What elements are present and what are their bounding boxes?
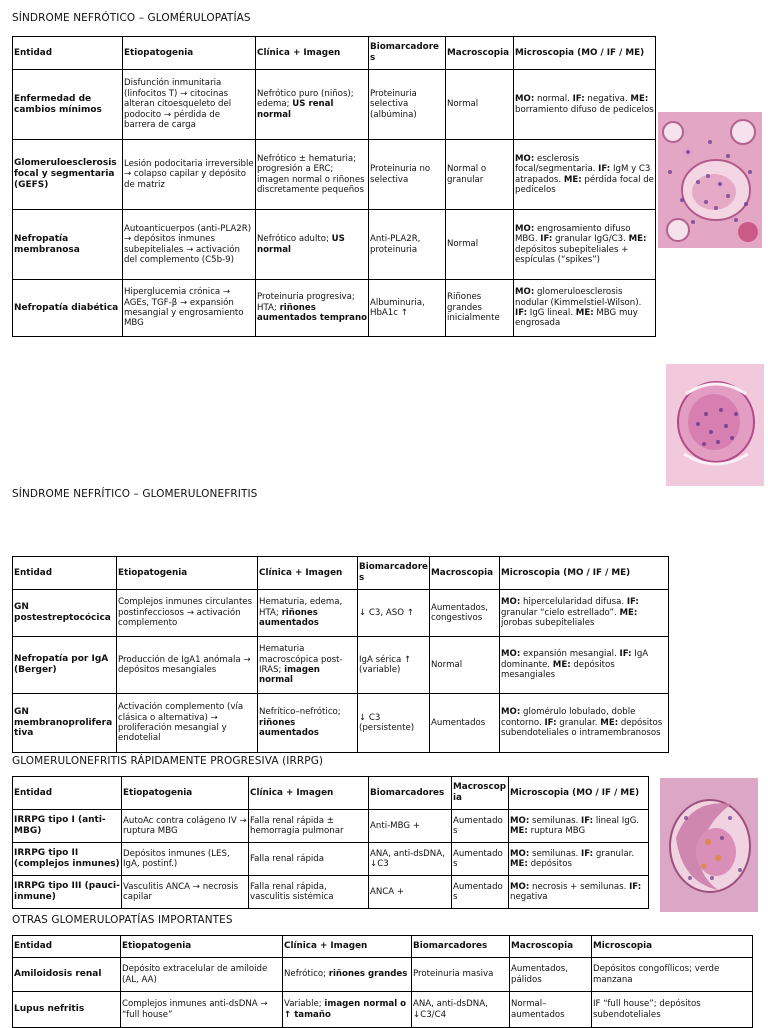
table-cell — [283, 958, 412, 992]
section-title-nefritico: SÍNDROME NEFRÍTICO – GLOMERULONEFRITIS — [12, 488, 258, 500]
table-cell — [123, 280, 256, 337]
column-header: Entidad — [13, 557, 117, 590]
bold-text: riñones aumentados — [259, 717, 319, 739]
bold-text: imagen normal — [259, 665, 320, 686]
bold-text: IF: — [544, 717, 557, 728]
cell-text: IRRPG tipo III (pauci-inmune) — [14, 881, 120, 902]
table-cell — [256, 140, 369, 210]
bold-text: US normal — [257, 234, 345, 255]
table-cell — [369, 876, 452, 909]
table-cell — [117, 694, 258, 753]
bold-text: MO: — [501, 649, 521, 660]
table-header-row — [13, 37, 656, 70]
table-cell — [446, 70, 514, 140]
column-header: Entidad — [13, 777, 122, 810]
bold-text: IF: — [629, 881, 642, 892]
cell-text: ruptura MBG — [527, 826, 586, 836]
bold-text: IF: — [619, 649, 632, 660]
table-nefritico — [12, 556, 669, 753]
cell-text: AutoAc contra colágeno IV → ruptura MBG — [123, 815, 247, 836]
cell-text: Nefrítico–nefrótico; — [259, 707, 341, 718]
micrograph-pink-tissue — [658, 112, 762, 248]
cell-text: necrosis + semilunas. — [529, 881, 630, 892]
micrograph-pink-tissue — [660, 778, 758, 912]
table-cell — [249, 810, 369, 843]
table-cell — [358, 590, 430, 637]
cell-text: semilunas. — [529, 848, 582, 859]
table-row — [13, 958, 753, 992]
table-cell — [258, 590, 358, 637]
cell-text: Lesión podocitaria irreversible → colapso capilar y depósito de matriz — [124, 158, 254, 190]
cell-text: Activación complemento (vía clásica o alternativa) → proliferación mesangial y endotelial — [118, 702, 244, 744]
cell-text: granular IgG/C3. — [552, 234, 629, 245]
column-header: Entidad — [13, 936, 121, 958]
cell-text: expansión mesangial. — [520, 649, 620, 660]
bold-text: MO: — [501, 597, 521, 608]
table-cell — [369, 70, 446, 140]
entity-cell — [13, 280, 123, 337]
entity-cell — [13, 810, 122, 843]
table-cell — [500, 590, 669, 637]
cell-text: Amiloidosis renal — [14, 969, 102, 980]
cell-text: Nefrótico ± hematuria; progresión a ERC; imagen normal o riñones discretamente pequeños — [257, 153, 365, 195]
cell-text: depósitos mesangiales — [501, 659, 615, 681]
cell-text: Enfermedad de cambios mínimos — [14, 93, 102, 115]
cell-text: Anti-PLA2R, proteinuria — [370, 234, 421, 255]
column-header: Biomarcadores — [369, 37, 446, 70]
table-cell — [592, 958, 753, 992]
cell-text: Glomeruloesclerosis focal y segmentaria (GEFS) — [14, 158, 117, 190]
table-cell — [452, 810, 509, 843]
cell-text: negativa. — [584, 94, 631, 105]
cell-text: Proteinuria progresiva; HTA; — [257, 292, 355, 313]
cell-text: depósitos subendoteliales o intramembranosos — [501, 717, 663, 739]
table-cell — [258, 637, 358, 694]
table-cell — [283, 992, 412, 1028]
table-row — [13, 992, 753, 1028]
column-header: Microscopia (MO / IF / ME) — [514, 37, 656, 70]
cell-text: hipercelularidad difusa. — [520, 597, 627, 608]
column-header: Macroscopia — [446, 37, 514, 70]
column-header: Biomarcadores — [412, 936, 510, 958]
bold-text: riñones aumentados — [259, 607, 319, 629]
table-cell — [500, 694, 669, 753]
entity-cell — [13, 992, 121, 1028]
table-header-row — [13, 777, 649, 810]
cell-text: IF “full house”; depósitos subendoteliales — [593, 999, 701, 1020]
cell-text: Nefrótico adulto; — [257, 234, 332, 245]
cell-text: Falla renal rápida, vasculitis sistémica — [250, 881, 334, 902]
bold-text: IF: — [581, 848, 594, 859]
column-header: Etiopatogenia — [121, 936, 283, 958]
bold-text: MO: — [515, 287, 535, 298]
cell-text: Anti-MBG + — [370, 820, 420, 831]
table-cell — [510, 958, 592, 992]
cell-text: Disfunción inmunitaria (linfocitos T) → citocinas alteran citoesqueleto del podocito → pérdida de barrera de carga — [124, 78, 232, 131]
cell-text: IRRPG tipo I (anti-MBG) — [14, 815, 106, 836]
bold-text: MO: — [515, 153, 535, 164]
cell-text: IgA dominante. — [501, 649, 649, 670]
cell-text: engrosamiento difuso MBG. — [515, 223, 631, 245]
cell-text: ANA, anti-dsDNA, ↓C3 — [370, 848, 445, 869]
cell-text: Falla renal rápida ± hemorragia pulmonar — [250, 815, 344, 836]
table-cell — [500, 637, 669, 694]
cell-text: ↓ C3, ASO ↑ — [359, 607, 414, 618]
cell-text: IRRPG tipo II (complejos inmunes) — [14, 848, 120, 869]
cell-text: glomérulo lobulado, doble contorno. — [501, 707, 636, 728]
column-header: Etiopatogenia — [117, 557, 258, 590]
bold-text: ME: — [628, 234, 647, 245]
cell-text: Aumentados, pálidos — [511, 964, 568, 985]
table-cell — [117, 637, 258, 694]
section-title-irrpg: GLOMERULONEFRITIS RÁPIDAMENTE PROGRESIVA (IRRPG) — [12, 755, 324, 767]
column-header: Etiopatogenia — [122, 777, 249, 810]
cell-text: depósitos — [527, 859, 573, 869]
column-header: Macroscopia — [510, 936, 592, 958]
bold-text: IF: — [626, 597, 639, 608]
table-row — [13, 140, 656, 210]
cell-text: Complejos inmunes circulantes postinfecciosos → activación complemento — [118, 597, 253, 629]
column-header: Etiopatogenia — [123, 37, 256, 70]
cell-text: borramiento difuso de pedicelos — [515, 104, 654, 115]
histology-micrograph-glomerulus — [666, 364, 764, 486]
column-header: Biomarcadores — [369, 777, 452, 810]
cell-text: ANCA + — [370, 886, 405, 897]
cell-text: GN membranoproliferativa — [14, 706, 113, 739]
bold-text: ME: — [510, 859, 528, 869]
cell-text: IgM y C3 atrapados. — [515, 164, 651, 185]
entity-cell — [13, 637, 117, 694]
cell-text: Falla renal rápida — [250, 853, 325, 864]
cell-text: Autoanticuerpos (anti-PLA2R) → depósitos inmunes subepiteliales → activación del complemento (C5b-9) — [124, 223, 252, 265]
bold-text: ME: — [563, 174, 582, 185]
table-row — [13, 280, 656, 337]
table-row — [13, 590, 669, 637]
cell-text: Normal–aumentados — [511, 999, 565, 1020]
cell-text: Vasculitis ANCA → necrosis capilar — [123, 881, 239, 902]
cell-text: granular. — [556, 717, 601, 728]
table-cell — [123, 210, 256, 280]
table-cell — [121, 958, 283, 992]
bold-text: imagen normal o ↑ tamaño — [284, 999, 407, 1020]
table-cell — [412, 958, 510, 992]
table-cell — [249, 876, 369, 909]
table-cell — [509, 810, 649, 843]
cell-text: Variable; — [284, 999, 325, 1010]
table-cell — [446, 280, 514, 337]
table-row — [13, 70, 656, 140]
bold-text: US renal normal — [257, 99, 334, 120]
histology-micrograph-crescent — [660, 778, 758, 912]
table-cell — [369, 210, 446, 280]
table-cell — [514, 280, 656, 337]
cell-text: Nefrótico puro (niños); edema; — [257, 88, 354, 110]
cell-text: jorobas subepiteliales — [501, 618, 595, 629]
column-header: Microscopia (MO / IF / ME) — [500, 557, 669, 590]
table-cell — [123, 70, 256, 140]
cell-text: lineal IgG. — [593, 815, 640, 826]
table-cell — [256, 280, 369, 337]
entity-cell — [13, 140, 123, 210]
cell-text: Aumentados, congestivos — [431, 602, 488, 623]
cell-text: Normal — [447, 99, 479, 110]
bold-text: IF: — [540, 234, 553, 245]
table-cell — [122, 843, 249, 876]
table-cell — [514, 140, 656, 210]
bold-text: MO: — [510, 848, 530, 859]
cell-text: IgA sérica ↑ (variable) — [359, 654, 412, 675]
bold-text: MO: — [515, 223, 535, 234]
table-cell — [123, 140, 256, 210]
table-cell — [514, 210, 656, 280]
table-cell — [121, 992, 283, 1028]
section-title-nefrotico: SÍNDROME NEFRÓTICO – GLOMÉRULOPATÍAS — [12, 12, 251, 24]
entity-cell — [13, 876, 122, 909]
table-cell — [117, 590, 258, 637]
cell-text: Complejos inmunes anti-dsDNA → “full house” — [122, 999, 268, 1020]
table-cell — [509, 876, 649, 909]
table-cell — [369, 280, 446, 337]
table-row — [13, 694, 669, 753]
bold-text: MO: — [515, 94, 535, 105]
bold-text: ME: — [552, 659, 571, 670]
column-header: Clínica + Imagen — [249, 777, 369, 810]
cell-text: Hematuria macroscópica post-IRAS; — [259, 644, 343, 675]
cell-text: Proteinuria no selectiva — [370, 164, 431, 185]
cell-text: ANA, anti-dsDNA, ↓C3/C4 — [413, 999, 488, 1020]
table-cell — [256, 210, 369, 280]
table-cell — [452, 843, 509, 876]
bold-text: ME: — [630, 94, 649, 105]
cell-text: Nefropatía membranosa — [14, 233, 80, 255]
cell-text: Aumentados — [431, 717, 486, 728]
cell-text: Lupus nefritis — [14, 1004, 85, 1015]
column-header: Microscopia — [592, 936, 753, 958]
cell-text: Producción de IgA1 anómala → depósitos mesangiales — [118, 654, 251, 675]
bold-text: riñones grandes — [328, 969, 408, 980]
bold-text: ME: — [619, 607, 638, 618]
bold-text: MO: — [510, 815, 530, 826]
cell-text: Hiperglucemia crónica → AGEs, TGF-β → expansión mesangial y engrosamiento MBG — [124, 287, 244, 329]
cell-text: Depósitos congofílicos; verde manzana — [593, 964, 720, 985]
cell-text: Depósitos inmunes (LES, IgA, postinf.) — [123, 848, 230, 869]
cell-text: Aumentados — [453, 815, 503, 836]
column-header: Macroscopia — [452, 777, 509, 810]
column-header: Clínica + Imagen — [283, 936, 412, 958]
cell-text: granular “cielo estrellado”. — [501, 607, 620, 618]
table-cell — [256, 70, 369, 140]
table-row — [13, 843, 649, 876]
table-row — [13, 810, 649, 843]
table-cell — [249, 843, 369, 876]
cell-text: ↓ C3 (persistente) — [359, 712, 415, 733]
bold-text: riñones aumentados temprano — [257, 302, 367, 324]
bold-text: IF: — [581, 815, 594, 826]
cell-text: Albuminuria, HbA1c ↑ — [370, 297, 425, 318]
cell-text: Hematuria, edema, HTA; — [259, 597, 343, 618]
entity-cell — [13, 843, 122, 876]
bold-text: IF: — [598, 164, 611, 175]
column-header: Macroscopia — [430, 557, 500, 590]
column-header: Entidad — [13, 37, 123, 70]
table-cell — [258, 694, 358, 753]
cell-text: Normal — [447, 239, 479, 250]
table-cell — [509, 843, 649, 876]
column-header: Microscopia (MO / IF / ME) — [509, 777, 649, 810]
table-nefrotico — [12, 36, 656, 337]
cell-text: normal. — [534, 94, 573, 105]
section-title-otras: OTRAS GLOMERULOPATÍAS IMPORTANTES — [12, 914, 233, 926]
entity-cell — [13, 70, 123, 140]
table-cell — [592, 992, 753, 1028]
table-irrpg — [12, 776, 649, 909]
entity-cell — [13, 590, 117, 637]
cell-text: IgG lineal. — [527, 308, 576, 318]
entity-cell — [13, 958, 121, 992]
column-header: Clínica + Imagen — [256, 37, 369, 70]
table-header-row — [13, 557, 669, 590]
bold-text: ME: — [575, 308, 594, 318]
cell-text: GN postestreptocócica — [14, 602, 111, 623]
table-cell — [412, 992, 510, 1028]
cell-text: Depósito extracelular de amiloide (AL, AA) — [122, 964, 268, 985]
cell-text: MBG muy engrosada — [515, 308, 638, 329]
table-cell — [510, 992, 592, 1028]
cell-text: Nefropatía por IgA (Berger) — [14, 654, 109, 675]
bold-text: IF: — [572, 94, 585, 105]
cell-text: esclerosis focal/segmentaria. — [515, 153, 599, 175]
cell-text: glomeruloesclerosis nodular (Kimmelstiel-Wilson). — [515, 287, 642, 308]
table-header-row — [13, 936, 753, 958]
entity-cell — [13, 210, 123, 280]
cell-text: depósitos subepiteliales + espículas (“spikes”) — [515, 244, 629, 265]
cell-text: Aumentados — [453, 881, 503, 902]
table-cell — [446, 210, 514, 280]
bold-text: IF: — [515, 308, 528, 318]
table-cell — [514, 70, 656, 140]
cell-text: Normal o granular — [447, 164, 487, 185]
table-cell — [358, 637, 430, 694]
cell-text: semilunas. — [529, 815, 582, 826]
cell-text: pérdida focal de pedicelos — [515, 174, 654, 195]
column-header: Clínica + Imagen — [258, 557, 358, 590]
table-cell — [122, 876, 249, 909]
entity-cell — [13, 694, 117, 753]
bold-text: ME: — [600, 717, 619, 728]
table-cell — [446, 140, 514, 210]
bold-text: MO: — [501, 707, 521, 718]
table-cell — [369, 843, 452, 876]
cell-text: negativa — [510, 892, 548, 902]
cell-text: Normal — [431, 659, 463, 670]
table-cell — [452, 876, 509, 909]
micrograph-pink-tissue — [666, 364, 764, 486]
table-cell — [430, 637, 500, 694]
table-cell — [358, 694, 430, 753]
cell-text: Aumentados — [453, 848, 503, 869]
cell-text: Nefrótico; — [284, 969, 329, 980]
histology-micrograph-gefs — [658, 112, 762, 248]
cell-text: Proteinuria selectiva (albúmina) — [370, 88, 417, 120]
table-cell — [369, 810, 452, 843]
table-row — [13, 876, 649, 909]
table-cell — [430, 694, 500, 753]
bold-text: ME: — [510, 826, 528, 836]
table-cell — [122, 810, 249, 843]
bold-text: MO: — [510, 881, 530, 892]
table-cell — [369, 140, 446, 210]
cell-text: Proteinuria masiva — [413, 969, 494, 980]
cell-text: Nefropatía diabética — [14, 302, 119, 313]
table-cell — [430, 590, 500, 637]
table-row — [13, 637, 669, 694]
column-header: Biomarcadores — [358, 557, 430, 590]
cell-text: Riñones grandes inicialmente — [447, 292, 500, 324]
table-row — [13, 210, 656, 280]
cell-text: granular. — [593, 848, 635, 859]
table-otras — [12, 935, 753, 1028]
